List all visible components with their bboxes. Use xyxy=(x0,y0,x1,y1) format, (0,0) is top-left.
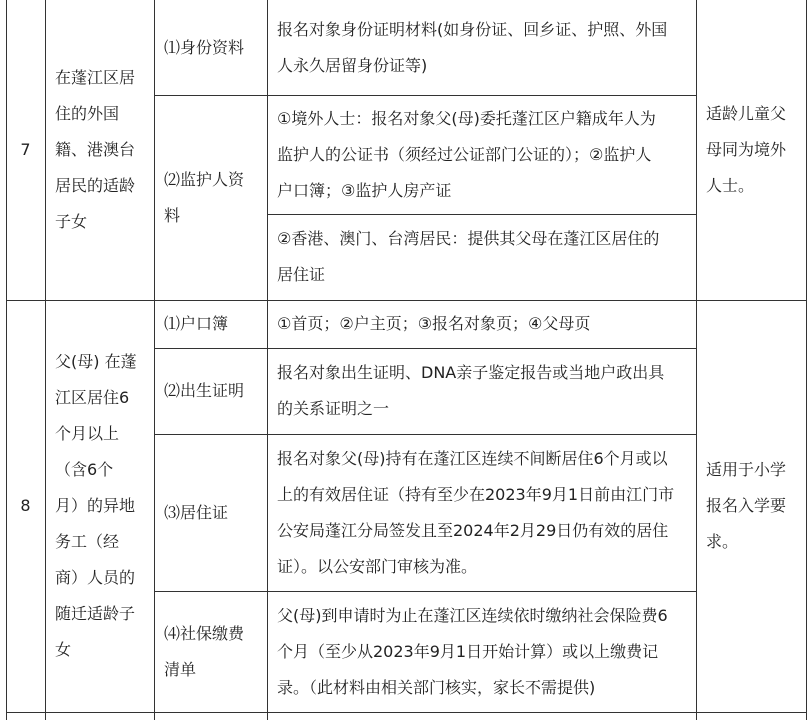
item-name: ⑷社保缴费 清单 xyxy=(164,623,245,679)
requirement-text: 父(母)到申请时为止在蓬江区连续依时缴纳社会保险费6 个月（至少从2023年9月1日开始计算）或以上缴费记 录。（此材料由相关部门核实，家长不需提供) xyxy=(277,605,668,697)
target-group: 父(母) 在蓬 江区居住6 个月以上 （含6个 月）的异地 务工（经 商）人员的 随迁适龄子 女 xyxy=(55,352,137,659)
item-name: ⑵出生证明 xyxy=(164,381,245,400)
requirement-text: ①境外人士：报名对象父(母)委托蓬江区户籍成年人为 监护人的公证书（须经过公证部门公证的）；②监护人 户口簿；③监护人房产证 xyxy=(277,108,656,200)
row-number: 8 xyxy=(20,496,31,515)
item-name: ⑵监护人资 料 xyxy=(164,169,245,225)
requirement-text: 报名对象身份证明材料(如身份证、回乡证、护照、外国 人永久居留身份证等) xyxy=(277,19,668,75)
requirement-text: 报名对象父(母)持有在蓬江区连续不间断居住6个月或以 上的有效居住证（持有至少在2023年9月1日前由江门市 公安局蓬江分局签发且至2024年2月29日仍有效的居住 证）。以公安部门审核为准。 xyxy=(277,448,675,576)
requirement-text: 报名对象出生证明、DNA亲子鉴定报告或当地户政出具 的关系证明之一 xyxy=(277,363,665,418)
remark: 适用于小学 报名入学要 求。 xyxy=(706,460,787,551)
remark: 适龄儿童父 母同为境外 人士。 xyxy=(706,104,787,195)
requirement-text: ②香港、澳门、台湾居民：提供其父母在蓬江区居住的 居住证 xyxy=(277,229,660,284)
item-name: ⑴户口簿 xyxy=(164,314,229,333)
item-name: ⑴身份资料 xyxy=(164,37,245,57)
item-name: ⑶居住证 xyxy=(164,502,229,522)
row-number: 7 xyxy=(20,140,31,159)
requirement-text: ①首页；②户主页；③报名对象页；④父母页 xyxy=(277,314,591,333)
target-group: 在蓬江区居 住的外国 籍、港澳台 居民的适龄 子女 xyxy=(55,68,136,231)
